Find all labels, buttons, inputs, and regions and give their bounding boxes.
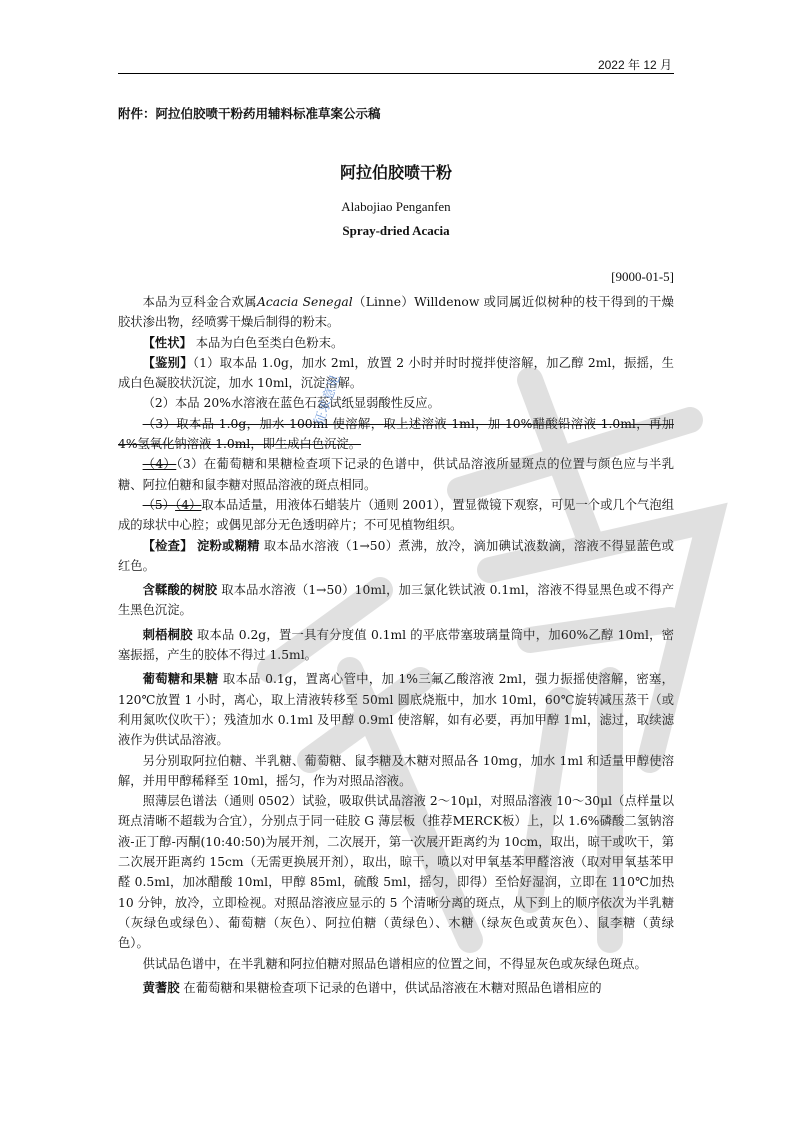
document-body xyxy=(118,292,674,998)
sterculia-label: 刺梧桐胶 xyxy=(142,627,193,642)
starch-label: 淀粉或糊精 xyxy=(196,538,260,553)
tannin-text: 取本品水溶液（1→50）10ml，加三氯化铁试液 0.1ml，溶液不得显黑色或不得产生黑色沉淀。 xyxy=(118,583,674,618)
sterculia-text: 取本品 0.2g，置一具有分度值 0.1ml 的平底带塞玻璃量筒中，加60%乙醇 10ml，密塞振摇，产生的胶体不得过 1.5ml。 xyxy=(118,627,674,663)
sugars-label: 葡萄糖和果糖 xyxy=(142,672,219,687)
item-4-text: （3）在葡萄糖和果糖检查项下记录的色谱中，供试品溶液所显斑点的位置与颜色应与半乳糖、阿拉伯糖和鼠李糖对照品溶液的斑点相同。 xyxy=(118,457,674,492)
english-name: Spray-dried Acacia xyxy=(342,223,450,238)
intro-text-pre: 本品为豆科金合欢属 xyxy=(142,295,258,309)
reference-solution: 另分别取阿拉伯糖、半乳糖、葡萄糖、鼠李糖及木糖对照品各 10mg，加水 1ml 和适量甲醇使溶解，并用甲醇稀释至 10ml，摇匀，作为对照品溶液。 xyxy=(118,753,674,788)
item-5-old-number: （5） xyxy=(142,497,176,512)
species-name: Acacia Senegal xyxy=(257,295,353,309)
check-tannin xyxy=(118,580,674,621)
watermark-text: 征求意见 xyxy=(311,373,344,428)
item-4-old-number: （4） xyxy=(142,457,177,472)
intro-paragraph xyxy=(118,292,674,333)
header-divider xyxy=(118,73,674,74)
tannin-label: 含鞣酸的树胶 xyxy=(142,583,218,598)
tlc-procedure: 照薄层色谱法（通则 0502）试验，吸取供试品溶液 2～10μl，对照品溶液 10～30μl（点样量以斑点清晰不超载为合宜），分别点于同一硅胶 G 薄层板（推荐MERCK板）上，以 1.6%磷酸二氢钠溶液-正丁醇-丙酮(10:40:50)为展开剂，二次展开，第一次展开距离约为 10cm，取出，晾干或吹干，第二次展开距离约 15cm（无需更换展开剂），取出，晾干，喷以对甲氧基苯甲醛溶液（取对甲氧基苯甲醛 0.5ml，加冰醋酸 10ml，甲醇 85ml，硫酸 5ml，摇匀，即得）至恰好湿润，立即在 110℃加热 10 分钟，放冷，立即检视。对照品溶液应显示的 5 个清晰分离的斑点，从下到上的顺序依次为半乳糖（灰绿色或绿色）、葡萄糖（灰色）、阿拉伯糖（黄绿色）、木糖（绿灰色或黄灰色）、鼠李糖（黄绿色）。 xyxy=(118,794,674,951)
identification-item-5 xyxy=(118,495,674,536)
check-sugars xyxy=(118,669,674,750)
page-title: 阿拉伯胶喷干粉 xyxy=(339,163,452,182)
identification-label: 【鉴别】 xyxy=(142,355,193,370)
properties-label: 【性状】 xyxy=(142,335,192,350)
attachment-title: 附件：阿拉伯胶喷干粉药用辅料标准草案公示稿 xyxy=(118,106,381,121)
check-starch xyxy=(118,536,674,577)
checks-label: 【检查】 xyxy=(142,538,193,553)
pinyin-name: Alabojiao Penganfen xyxy=(341,199,451,214)
header-date: 2022 年 12 月 xyxy=(597,58,672,72)
properties-section xyxy=(118,333,674,353)
identification-item-4 xyxy=(118,454,674,495)
properties-text: 本品为白色至类白色粉末。 xyxy=(195,335,344,350)
identification-item-3-deleted: （3）取本品 1.0g，加水 100ml 使溶解，取上述溶液 1ml，加 10%醋酸铅溶液 1.0ml，再加 4%氢氧化钠溶液 1.0ml，即生成白色沉淀。 xyxy=(118,416,674,452)
check-sterculia xyxy=(118,625,674,666)
cas-code: [9000-01-5] xyxy=(611,269,674,284)
identification-item-2: （2）本品 20%水溶液在蓝色石蕊试纸显弱酸性反应。 xyxy=(142,396,440,411)
identification-item-1-text: （1）取本品 1.0g，加水 2ml，放置 2 小时并时时搅拌使溶解，加乙醇 2ml，振摇，生成白色凝胶状沉淀，加水 10ml，沉淀溶解。 xyxy=(118,355,674,391)
intro-text-post: （Linne）Willdenow 或同属近似树种的枝干得到的干燥胶状渗出物，经喷雾干燥后制得的粉末。 xyxy=(118,295,674,330)
item-5-text: 取本品适量，用液体石蜡装片（通则 2001），置显微镜下观察，可见一个或几个气泡组成的球状中心腔；或偶见部分无色透明碎片；不可见植物组织。 xyxy=(118,497,674,533)
tragacanth-text: 在葡萄糖和果糖检查项下记录的色谱中，供试品溶液在木糖对照品色谱相应的 xyxy=(183,980,602,995)
starch-text: 取本品水溶液（1→50）煮沸，放冷，滴加碘试液数滴，溶液不得显蓝色或红色。 xyxy=(118,538,674,573)
tragacanth-label: 黄蓍胶 xyxy=(142,980,180,995)
item-5-new-number: （4） xyxy=(175,497,202,512)
sample-requirement: 供试品色谱中，在半乳糖和阿拉伯糖对照品色谱相应的位置之间，不得显灰色或灰绿色斑点。 xyxy=(142,956,647,971)
identification-item-1 xyxy=(118,353,674,394)
sugars-text: 取本品 0.1g，置离心管中，加 1%三氟乙酸溶液 2ml，强力振摇使溶解，密塞，120℃放置 1 小时，离心，取上清液转移至 50ml 圆底烧瓶中，加水 10ml，60℃旋转减压蒸干（或利用氮吹仪吹干）；残渣加水 0.1ml 及甲醇 0.9ml 使溶解，如有必要，再加甲醇 1ml，滤过，取续滤液作为供试品溶液。 xyxy=(118,672,674,748)
check-tragacanth xyxy=(118,978,674,998)
